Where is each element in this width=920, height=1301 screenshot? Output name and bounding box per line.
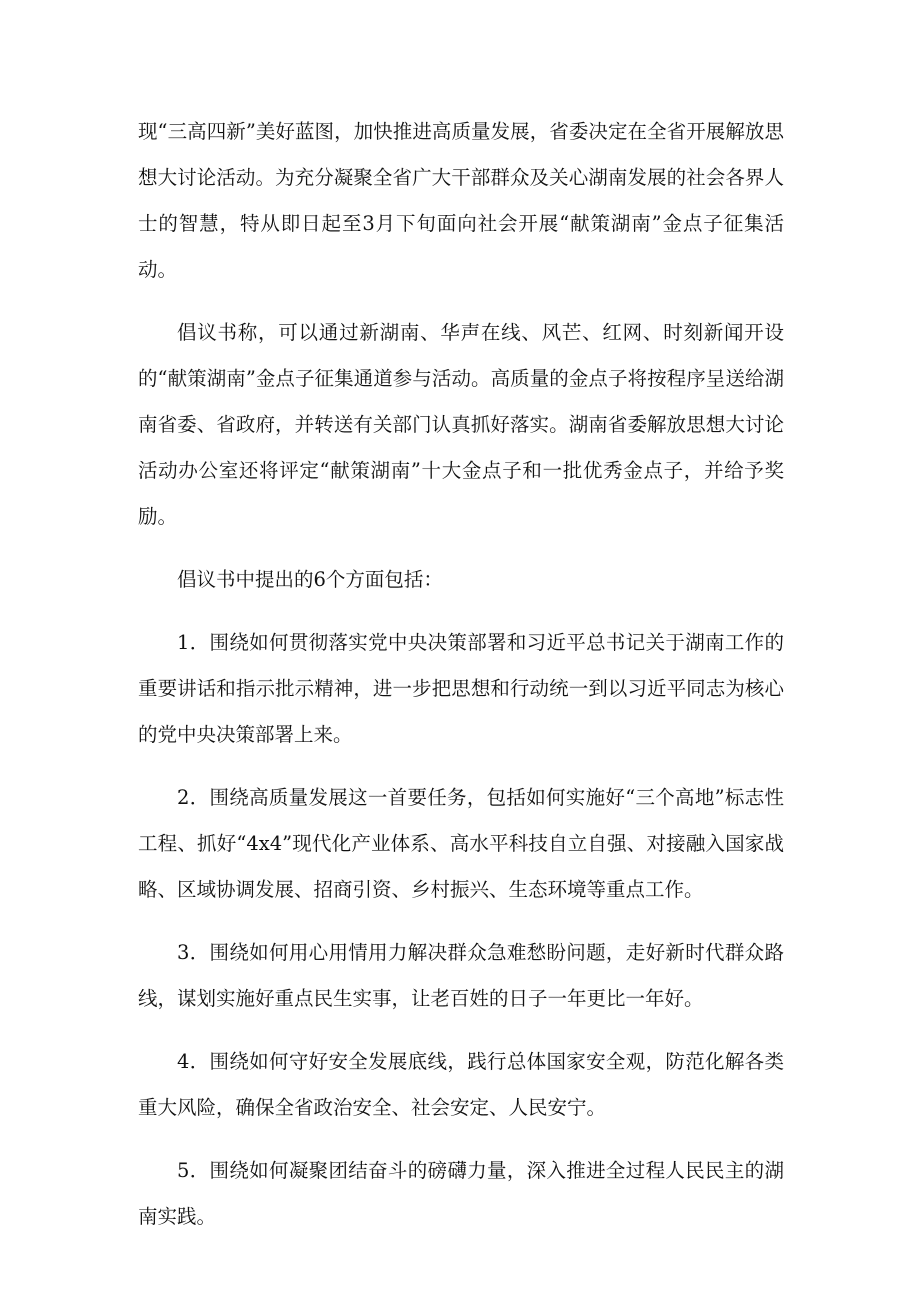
paragraph-item-5: 5．围绕如何凝聚团结奋斗的磅礴力量，深入推进全过程人民民主的湖南实践。	[138, 1159, 784, 1228]
paragraph-item-1: 1．围绕如何贯彻落实党中央决策部署和习近平总书记关于湖南工作的重要讲话和指示批示精神，进一步把思想和行动统一到以习近平同志为核心的党中央决策部署上来。	[138, 631, 784, 746]
paragraph-item-4: 4．围绕如何守好安全发展底线，践行总体国家安全观，防范化解各类重大风险，确保全省政治安全、社会安定、人民安宁。	[138, 1050, 784, 1119]
paragraph-item-2: 2．围绕高质量发展这一首要任务，包括如何实施好“三个高地”标志性工程、抓好“4x4”现代化产业体系、高水平科技自立自强、对接融入国家战略、区域协调发展、招商引资、乡村振兴、生态环境等重点工作。	[138, 786, 784, 901]
paragraph-intro-continued: 现“三高四新”美好蓝图，加快推进高质量发展，省委决定在全省开展解放思想大讨论活动。为充分凝聚全省广大干部群众及关心湖南发展的社会各界人士的智慧，特从即日起至3月下旬面向社会开展“献策湖南”金点子征集活动。	[138, 120, 784, 281]
paragraph-proposal-channels: 倡议书称，可以通过新湖南、华声在线、风芒、红网、时刻新闻开设的“献策湖南”金点子征集通道参与活动。高质量的金点子将按程序呈送给湖南省委、省政府，并转送有关部门认真抓好落实。湖南省委解放思想大讨论活动办公室还将评定“献策湖南”十大金点子和一批优秀金点子，并给予奖励。	[138, 321, 784, 528]
paragraph-six-aspects-intro: 倡议书中提出的6个方面包括：	[177, 568, 443, 591]
paragraph-item-3: 3．围绕如何用心用情用力解决群众急难愁盼问题，走好新时代群众路线，谋划实施好重点民生实事，让老百姓的日子一年更比一年好。	[138, 941, 784, 1010]
document-body	[138, 109, 784, 1257]
